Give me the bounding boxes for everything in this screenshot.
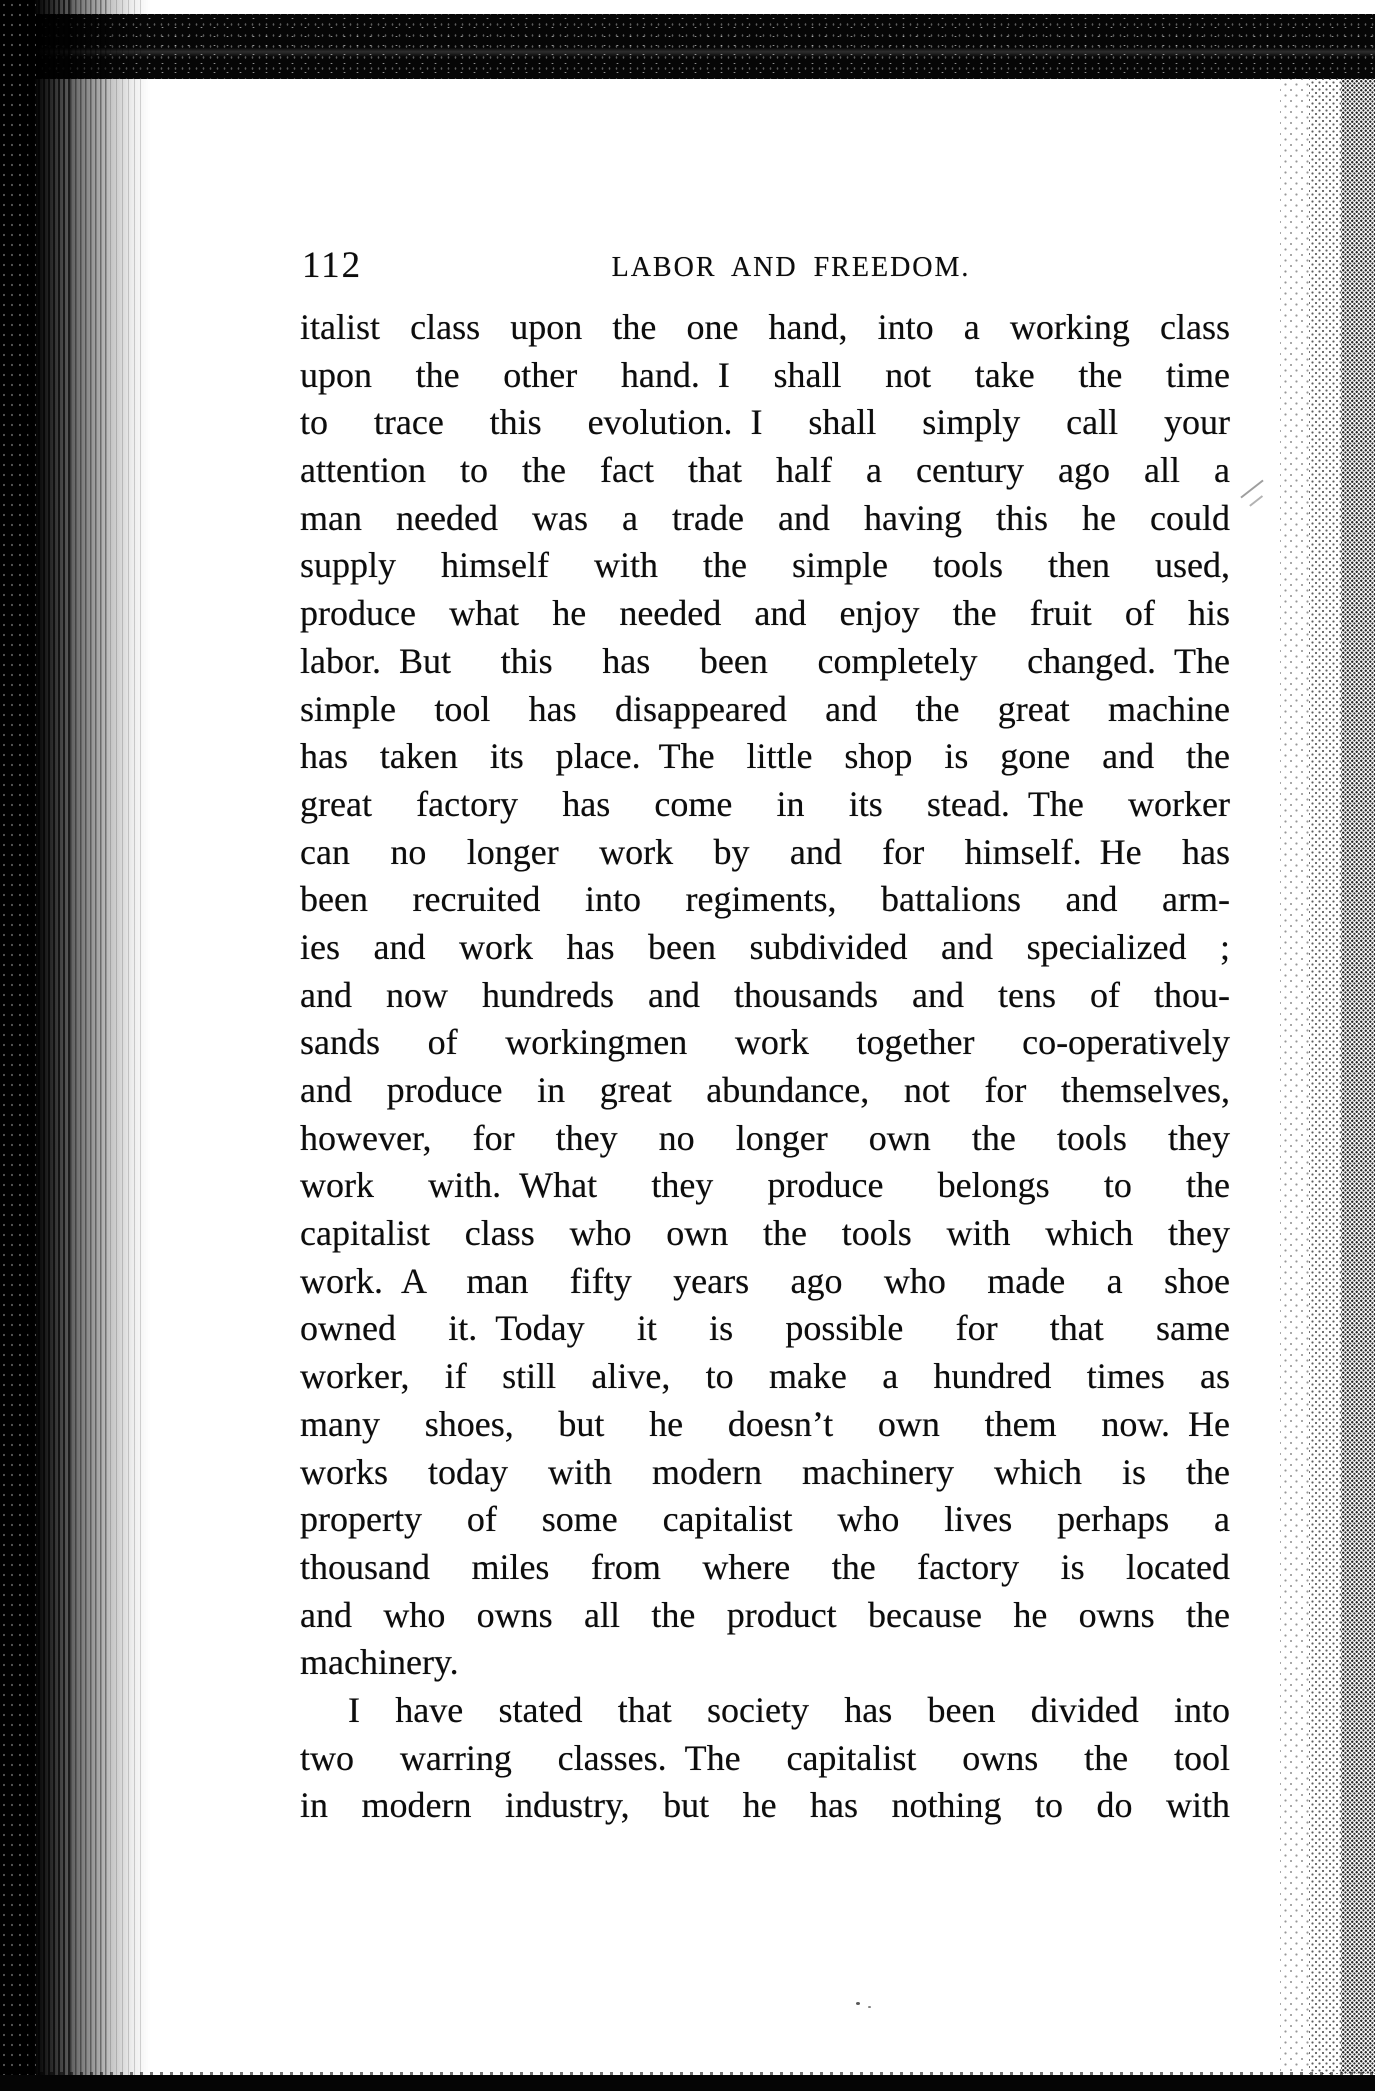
text-line: great factory has come in its stead. The worker xyxy=(300,783,1230,824)
text-line: I have stated that society has been divided into xyxy=(348,1689,1230,1730)
text-line: thousand miles from where the factory is located xyxy=(300,1546,1230,1587)
text-line: labor. But this has been completely changed. The xyxy=(300,640,1230,681)
scan-scratch-mark xyxy=(1249,495,1263,506)
text-line: work. A man fifty years ago who made a shoe xyxy=(300,1260,1230,1301)
text-line: capitalist class who own the tools with which they xyxy=(300,1213,1230,1254)
text-line: upon the other hand. I shall not take the time xyxy=(300,354,1230,395)
text-line: to trace this evolution. I shall simply call your xyxy=(300,402,1230,443)
page-header xyxy=(300,245,1230,288)
text-line: however, for they no longer own the tools they xyxy=(300,1117,1230,1158)
running-title: LABOR AND FREEDOM. xyxy=(611,252,971,283)
text-line: owned it. Today it is possible for that same xyxy=(300,1308,1230,1349)
stipple-dense xyxy=(1341,79,1375,2074)
text-line: many shoes, but he doesn’t own them now. He xyxy=(300,1403,1230,1444)
text-line: works today with modern machinery which is the xyxy=(300,1451,1230,1492)
text-line: and who owns all the product because he owns the xyxy=(300,1594,1230,1635)
text-line: in modern industry, but he has nothing to do with xyxy=(300,1785,1230,1826)
text-line: can no longer work by and for himself. He has xyxy=(300,831,1230,872)
text-line: and now hundreds and thousands and tens of thou- xyxy=(300,974,1230,1015)
text-line: sands of workingmen work together co-operatively xyxy=(300,1022,1230,1063)
gutter-stripes xyxy=(110,0,144,2091)
scan-top-edge xyxy=(0,14,1375,79)
text-line: and produce in great abundance, not for themselves, xyxy=(300,1070,1230,1110)
text-line: man needed was a trade and having this he could xyxy=(300,497,1230,538)
book-gutter-shadow xyxy=(0,0,150,2091)
text-line: produce what he needed and enjoy the fruit of his xyxy=(300,593,1230,634)
text-line: has taken its place. The little shop is gone and the xyxy=(300,736,1230,777)
text-line: italist class upon the one hand, into a working class xyxy=(300,307,1230,347)
stipple-medium xyxy=(1309,79,1341,2074)
body-text xyxy=(300,304,1230,1830)
text-line: machinery. xyxy=(300,1642,459,1683)
text-line: been recruited into regiments, battalions and arm- xyxy=(300,879,1230,920)
scan-bottom-edge xyxy=(0,2075,1375,2091)
text-line: two warring classes. The capitalist owns the tool xyxy=(300,1737,1230,1778)
stipple-light xyxy=(1280,79,1309,2074)
gutter-stripes xyxy=(28,0,70,2091)
scan-speck xyxy=(868,2006,871,2008)
page-number: 112 xyxy=(302,245,363,286)
text-line: simple tool has disappeared and the great machine xyxy=(300,688,1230,729)
text-line: ies and work has been subdivided and specialized ; xyxy=(300,926,1230,967)
page-edge-stipple xyxy=(1280,79,1375,2074)
text-line: worker, if still alive, to make a hundred times as xyxy=(300,1356,1230,1397)
text-line: property of some capitalist who lives perhaps a xyxy=(300,1499,1230,1540)
text-line: supply himself with the simple tools then used, xyxy=(300,545,1230,586)
gutter-stripes xyxy=(70,0,110,2091)
scan-noise xyxy=(0,14,1375,79)
text-line: work with. What they produce belongs to the xyxy=(300,1165,1230,1206)
scan-speck xyxy=(856,2002,860,2005)
scan-bottom-dots xyxy=(0,2068,1375,2075)
text-line: attention to the fact that half a century ago all a xyxy=(300,450,1230,491)
